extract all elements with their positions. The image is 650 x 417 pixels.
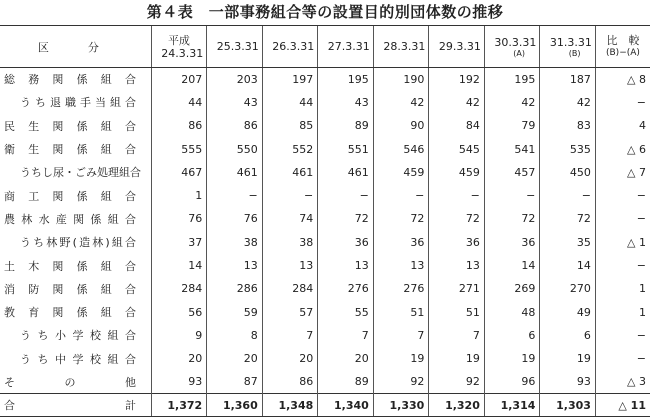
value-cell: 72	[484, 207, 540, 230]
value-cell: 1,360	[207, 394, 263, 417]
value-cell: 92	[429, 370, 485, 393]
diff-cell: −	[595, 347, 650, 370]
value-cell: 450	[540, 161, 596, 184]
value-cell: 461	[207, 161, 263, 184]
date-label: 27.3.31	[327, 40, 370, 53]
compare-label: 比 較	[606, 33, 640, 47]
table-row	[0, 91, 650, 114]
value-cell: 1,340	[318, 394, 374, 417]
value-cell: 84	[429, 114, 485, 137]
compare-sublabel: (B)−(A)	[606, 47, 640, 58]
era-label: 平成	[167, 33, 190, 47]
value-cell: 20	[318, 347, 374, 370]
value-cell: 467	[151, 161, 207, 184]
value-cell: −	[262, 184, 318, 207]
row-label-text: 教育関係組合	[4, 306, 136, 320]
value-cell: 286	[207, 277, 263, 300]
value-cell: 89	[318, 370, 374, 393]
diff-cell: △ 6	[595, 137, 650, 160]
table-row	[0, 347, 650, 370]
value-cell: 76	[207, 207, 263, 230]
row-label-text: うちし尿・ごみ処理組合	[20, 166, 141, 180]
value-cell: 56	[151, 300, 207, 323]
value-cell: 87	[207, 370, 263, 393]
date-note: (A)	[513, 48, 525, 58]
row-label	[0, 324, 151, 347]
row-label	[0, 184, 151, 207]
value-cell: −	[540, 184, 596, 207]
date-header	[207, 26, 263, 68]
value-cell: 86	[207, 114, 263, 137]
value-cell: 535	[540, 137, 596, 160]
value-cell: 93	[540, 370, 596, 393]
table-row	[0, 254, 650, 277]
value-cell: 44	[262, 91, 318, 114]
row-label-text: 民生関係組合	[4, 119, 136, 133]
date-header	[262, 26, 318, 68]
row-label	[0, 137, 151, 160]
value-cell: 1,303	[540, 394, 596, 417]
date-label: 30.3.31	[494, 35, 537, 49]
value-cell: 270	[540, 277, 596, 300]
value-cell: 457	[484, 161, 540, 184]
value-cell: 92	[373, 370, 429, 393]
value-cell: 192	[429, 68, 485, 91]
row-label-text: 合計	[4, 399, 136, 413]
diff-cell: △ 11	[595, 394, 650, 417]
value-cell: 284	[151, 277, 207, 300]
table-row	[0, 161, 650, 184]
table-row	[0, 277, 650, 300]
table-title: 第４表 一部事務組合等の設置目的別団体数の推移	[146, 3, 504, 21]
value-cell: 36	[373, 231, 429, 254]
value-cell: 20	[262, 347, 318, 370]
value-cell: 551	[318, 137, 374, 160]
diff-cell: 4	[595, 114, 650, 137]
date-label: 29.3.31	[438, 40, 481, 53]
date-header	[484, 26, 540, 68]
value-cell: 51	[429, 300, 485, 323]
value-cell: 13	[429, 254, 485, 277]
value-cell: 545	[429, 137, 485, 160]
row-label	[0, 347, 151, 370]
diff-cell: −	[595, 207, 650, 230]
value-cell: 55	[318, 300, 374, 323]
value-cell: 6	[540, 324, 596, 347]
value-cell: 13	[207, 254, 263, 277]
value-cell: 72	[318, 207, 374, 230]
value-cell: 19	[484, 347, 540, 370]
value-cell: 9	[151, 324, 207, 347]
row-label-text: 総務関係組合	[4, 73, 136, 87]
table-row	[0, 68, 650, 91]
value-cell: 38	[262, 231, 318, 254]
table-row	[0, 300, 650, 323]
value-cell: 83	[540, 114, 596, 137]
value-cell: 43	[318, 91, 374, 114]
value-cell: 197	[262, 68, 318, 91]
value-cell: 14	[151, 254, 207, 277]
value-cell: 74	[262, 207, 318, 230]
date-label: 24.3.31	[161, 46, 204, 60]
value-cell: 44	[151, 91, 207, 114]
row-label-text: 消防関係組合	[4, 282, 136, 296]
value-cell: 7	[318, 324, 374, 347]
value-cell: 36	[484, 231, 540, 254]
row-label-text: その他	[4, 375, 136, 389]
value-cell: 6	[484, 324, 540, 347]
row-label-text: 商工関係組合	[4, 189, 136, 203]
value-cell: 43	[207, 91, 263, 114]
row-label-text: うち退職手当組合	[20, 96, 136, 110]
value-cell: 72	[373, 207, 429, 230]
value-cell: 14	[484, 254, 540, 277]
diff-cell: △ 7	[595, 161, 650, 184]
value-cell: 7	[429, 324, 485, 347]
date-header	[318, 26, 374, 68]
date-header	[429, 26, 485, 68]
diff-cell: 1	[595, 277, 650, 300]
value-cell: 72	[429, 207, 485, 230]
value-cell: 269	[484, 277, 540, 300]
date-header	[151, 26, 207, 68]
value-cell: 13	[262, 254, 318, 277]
value-cell: 14	[540, 254, 596, 277]
date-note: (B)	[568, 48, 581, 58]
value-cell: 276	[373, 277, 429, 300]
value-cell: 90	[373, 114, 429, 137]
value-cell: −	[484, 184, 540, 207]
value-cell: 48	[484, 300, 540, 323]
value-cell: 552	[262, 137, 318, 160]
date-header	[540, 26, 596, 68]
value-cell: 59	[207, 300, 263, 323]
value-cell: −	[318, 184, 374, 207]
value-cell: 461	[318, 161, 374, 184]
table-row	[0, 207, 650, 230]
value-cell: 19	[429, 347, 485, 370]
value-cell: 96	[484, 370, 540, 393]
value-cell: 93	[151, 370, 207, 393]
value-cell: 555	[151, 137, 207, 160]
diff-cell: −	[595, 184, 650, 207]
row-label	[0, 254, 151, 277]
value-cell: 42	[429, 91, 485, 114]
row-label-text: うち中学校組合	[20, 352, 136, 366]
value-cell: 42	[373, 91, 429, 114]
value-cell: 19	[373, 347, 429, 370]
value-cell: 1	[151, 184, 207, 207]
value-cell: 89	[318, 114, 374, 137]
value-cell: 38	[207, 231, 263, 254]
value-cell: 459	[373, 161, 429, 184]
value-cell: 51	[373, 300, 429, 323]
value-cell: 459	[429, 161, 485, 184]
row-label-text: うち林野(造林)組合	[20, 236, 136, 250]
value-cell: 461	[262, 161, 318, 184]
diff-cell: −	[595, 91, 650, 114]
value-cell: 57	[262, 300, 318, 323]
row-label-text: 土木関係組合	[4, 259, 136, 273]
row-label-text: 農林水産関係組合	[4, 212, 136, 226]
diff-cell: △ 3	[595, 370, 650, 393]
row-label	[0, 114, 151, 137]
date-label: 25.3.31	[216, 40, 259, 53]
value-cell: 276	[318, 277, 374, 300]
value-cell: 1,320	[429, 394, 485, 417]
value-cell: 207	[151, 68, 207, 91]
value-cell: 187	[540, 68, 596, 91]
diff-cell: −	[595, 324, 650, 347]
value-cell: 76	[151, 207, 207, 230]
value-cell: 86	[151, 114, 207, 137]
value-cell: 203	[207, 68, 263, 91]
row-label	[0, 277, 151, 300]
table-row	[0, 324, 650, 347]
header-row	[0, 26, 650, 68]
date-header	[373, 26, 429, 68]
row-label	[0, 91, 151, 114]
value-cell: 8	[207, 324, 263, 347]
data-table	[0, 25, 650, 417]
value-cell: −	[373, 184, 429, 207]
row-label-text: うち小学校組合	[20, 329, 136, 343]
value-cell: 79	[484, 114, 540, 137]
diff-cell: −	[595, 254, 650, 277]
value-cell: 42	[540, 91, 596, 114]
row-label	[0, 231, 151, 254]
value-cell: 1,314	[484, 394, 540, 417]
table-row	[0, 370, 650, 393]
value-cell: 7	[373, 324, 429, 347]
value-cell: 541	[484, 137, 540, 160]
value-cell: 36	[318, 231, 374, 254]
value-cell: −	[429, 184, 485, 207]
value-cell: 7	[262, 324, 318, 347]
value-cell: 190	[373, 68, 429, 91]
value-cell: 20	[207, 347, 263, 370]
row-label-text: 衛生関係組合	[4, 143, 136, 157]
value-cell: 271	[429, 277, 485, 300]
value-cell: 85	[262, 114, 318, 137]
date-label: 31.3.31	[549, 35, 592, 49]
category-header: 区 分	[0, 26, 151, 68]
value-cell: −	[207, 184, 263, 207]
table-row	[0, 114, 650, 137]
value-cell: 42	[484, 91, 540, 114]
diff-cell: △ 8	[595, 68, 650, 91]
table-row	[0, 184, 650, 207]
value-cell: 284	[262, 277, 318, 300]
value-cell: 20	[151, 347, 207, 370]
row-label	[0, 394, 151, 417]
value-cell: 195	[318, 68, 374, 91]
table-row	[0, 137, 650, 160]
value-cell: 1,348	[262, 394, 318, 417]
table-row	[0, 231, 650, 254]
row-label	[0, 161, 151, 184]
value-cell: 13	[373, 254, 429, 277]
diff-cell: △ 1	[595, 231, 650, 254]
value-cell: 49	[540, 300, 596, 323]
row-label	[0, 300, 151, 323]
value-cell: 37	[151, 231, 207, 254]
diff-cell: 1	[595, 300, 650, 323]
compare-header	[595, 26, 650, 68]
row-label	[0, 68, 151, 91]
date-label: 26.3.31	[272, 40, 315, 53]
total-row	[0, 394, 650, 417]
row-label	[0, 370, 151, 393]
value-cell: 1,372	[151, 394, 207, 417]
date-label: 28.3.31	[383, 40, 426, 53]
value-cell: 546	[373, 137, 429, 160]
value-cell: 550	[207, 137, 263, 160]
row-label	[0, 207, 151, 230]
value-cell: 19	[540, 347, 596, 370]
value-cell: 1,330	[373, 394, 429, 417]
value-cell: 35	[540, 231, 596, 254]
value-cell: 86	[262, 370, 318, 393]
value-cell: 195	[484, 68, 540, 91]
value-cell: 36	[429, 231, 485, 254]
value-cell: 72	[540, 207, 596, 230]
value-cell: 13	[318, 254, 374, 277]
